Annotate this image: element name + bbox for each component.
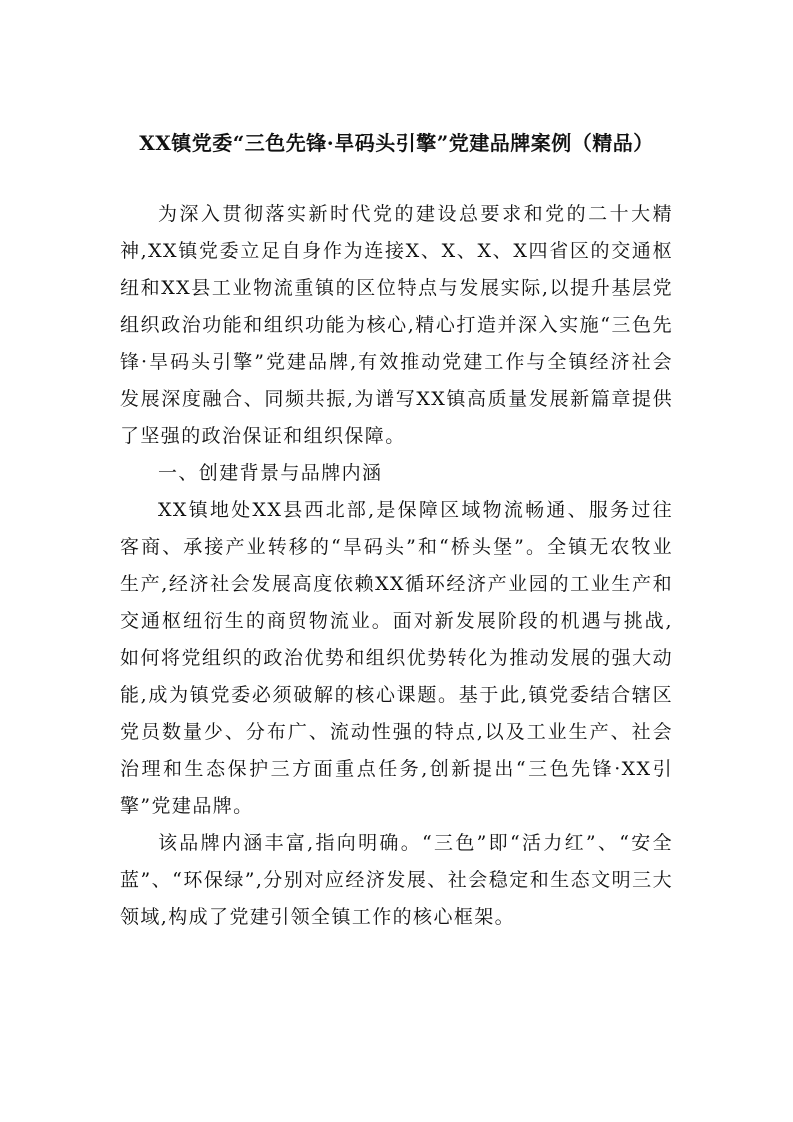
intro-paragraph: 为深入贯彻落实新时代党的建设总要求和党的二十大精神,XX镇党委立足自身作为连接X、X、X、X四省区的交通枢纽和XX县工业物流重镇的区位特点与发展实际,以提升基层党组织政治功能和组织功能为核心,精心打造并深入实施“三色先锋·旱码头引擎”党建品牌,有效推动党建工作与全镇经济社会发展深度融合、同频共振,为谱写XX镇高质量发展新篇章提供了坚强的政治保证和组织保障。 bbox=[120, 203, 673, 447]
background-paragraph: XX镇地处XX县西北部,是保障区域物流畅通、服务过往客商、承接产业转移的“旱码头”和“桥头堡”。全镇无农牧业生产,经济社会发展高度依赖XX循环经济产业园的工业生产和交通枢纽衍生的商贸物流业。面对新发展阶段的机遇与挑战,如何将党组织的政治优势和组织优势转化为推动发展的强大动能,成为镇党委必须破解的核心课题。基于此,镇党委结合辖区党员数量少、分布广、流动性强的特点,以及工业生产、社会治理和生态保护三方面重点任务,创新提出“三色先锋·XX引擎”党建品牌。 bbox=[120, 499, 673, 817]
document-body bbox=[120, 196, 673, 936]
brand-connotation-paragraph: 该品牌内涵丰富,指向明确。“三色”即“活力红”、“安全蓝”、“环保绿”,分别对应经济发展、社会稳定和生态文明三大领域,构成了党建引领全镇工作的核心框架。 bbox=[120, 832, 673, 928]
document-title: XX镇党委“三色先锋·旱码头引擎”党建品牌案例（精品） bbox=[139, 131, 654, 155]
section-heading: 一、创建背景与品牌内涵 bbox=[158, 462, 383, 484]
